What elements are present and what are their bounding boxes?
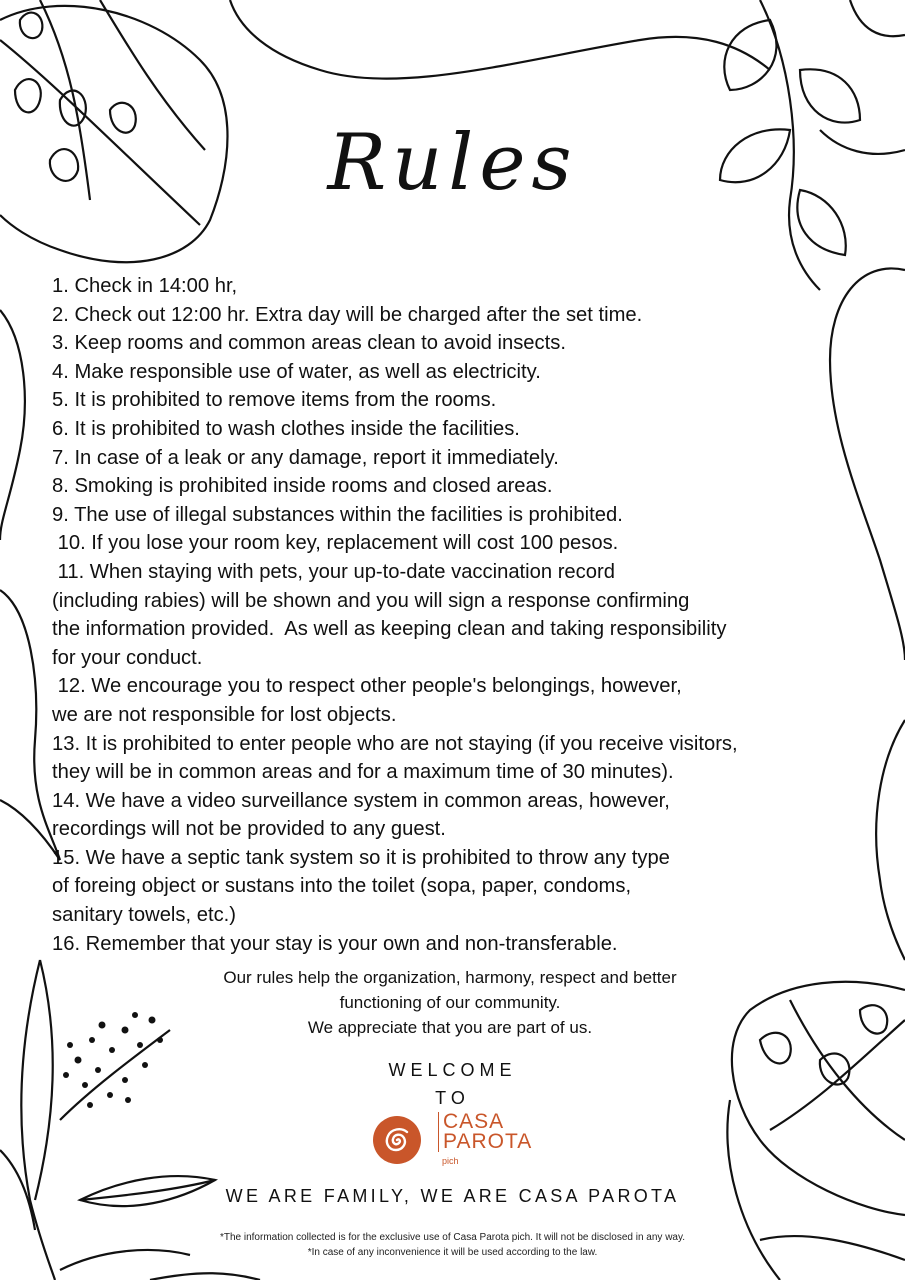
logo-subtitle: pich (442, 1156, 459, 1166)
rule-item: 1. Check in 14:00 hr, (52, 275, 238, 297)
top-wave-line (230, 0, 770, 79)
left-curve-lower (0, 590, 60, 860)
footnote-line: *The information collected is for the exclusive use of Casa Parota pich. It will not be disclosed in any way. (219, 1232, 686, 1243)
rule-item: 10. If you lose your room key, replacement will cost 100 pesos. (52, 532, 619, 555)
rule-item: 5. It is prohibited to remove items from the rooms. (52, 389, 497, 412)
rule-item: 9. The use of illegal substances within the facilities is prohibited. (52, 503, 623, 526)
rule-item: 13. It is prohibited to enter people who are not staying (if you receive visitors, they will be in common areas and for a maximum time of 30 minutes). (52, 732, 738, 784)
closing-message (150, 965, 750, 1040)
right-curve-lower (876, 720, 905, 960)
logo-line-1: CASA (443, 1110, 505, 1133)
welcome-heading (0, 1056, 905, 1112)
closing-line: Our rules help the organization, harmony, respect and better (223, 968, 677, 987)
footnotes (120, 1230, 785, 1260)
closing-line: functioning of our community. (339, 993, 561, 1012)
rule-item: 3. Keep rooms and common areas clean to avoid insects. (52, 332, 566, 355)
rule-item: 8. Smoking is prohibited inside rooms and closed areas. (52, 475, 553, 498)
page-title: Rules (327, 118, 578, 208)
welcome-line: WELCOME (388, 1060, 517, 1080)
footnote-line: *In case of any inconvenience it will be used according to the law. (307, 1247, 598, 1258)
tagline: WE ARE FAMILY, WE ARE CASA PAROTA (225, 1186, 680, 1206)
welcome-line: TO (435, 1088, 470, 1108)
rule-item: 6. It is prohibited to wash clothes inside the facilities. (52, 417, 520, 440)
closing-line: We appreciate that you are part of us. (307, 1018, 593, 1037)
left-curve (0, 310, 25, 540)
rule-item: 7. In case of a leak or any damage, report it immediately. (52, 446, 559, 469)
rule-item: 12. We encourage you to respect other people's belongings, however, we are not responsible for lost objects. (52, 675, 682, 726)
spiral-logo-icon (372, 1115, 422, 1165)
bottom-line (150, 1273, 260, 1280)
rule-item: 11. When staying with pets, your up-to-date vaccination record (including rabies) will be shown and you will sign a response confirming the information provided. As well as keeping clean and taking responsibility for your conduct. (52, 560, 727, 669)
rule-item: 2. Check out 12:00 hr. Extra day will be charged after the set time. (52, 303, 643, 326)
rule-item: 4. Make responsible use of water, as well as electricity. (52, 360, 541, 383)
casa-parota-logo (372, 1110, 552, 1170)
logo-wordmark (438, 1112, 532, 1152)
rule-item: 16. Remember that your stay is your own and non-transferable. (52, 932, 618, 955)
rule-item: 14. We have a video surveillance system in common areas, however, recordings will not be provided to any guest. (52, 789, 670, 841)
rules-list (52, 272, 872, 958)
logo-line-2: PAROTA (443, 1130, 533, 1153)
rule-item: 15. We have a septic tank system so it is prohibited to throw any type of foreing object or sustans into the toilet (sopa, paper, condoms, sanitary towels, etc.) (52, 846, 670, 927)
